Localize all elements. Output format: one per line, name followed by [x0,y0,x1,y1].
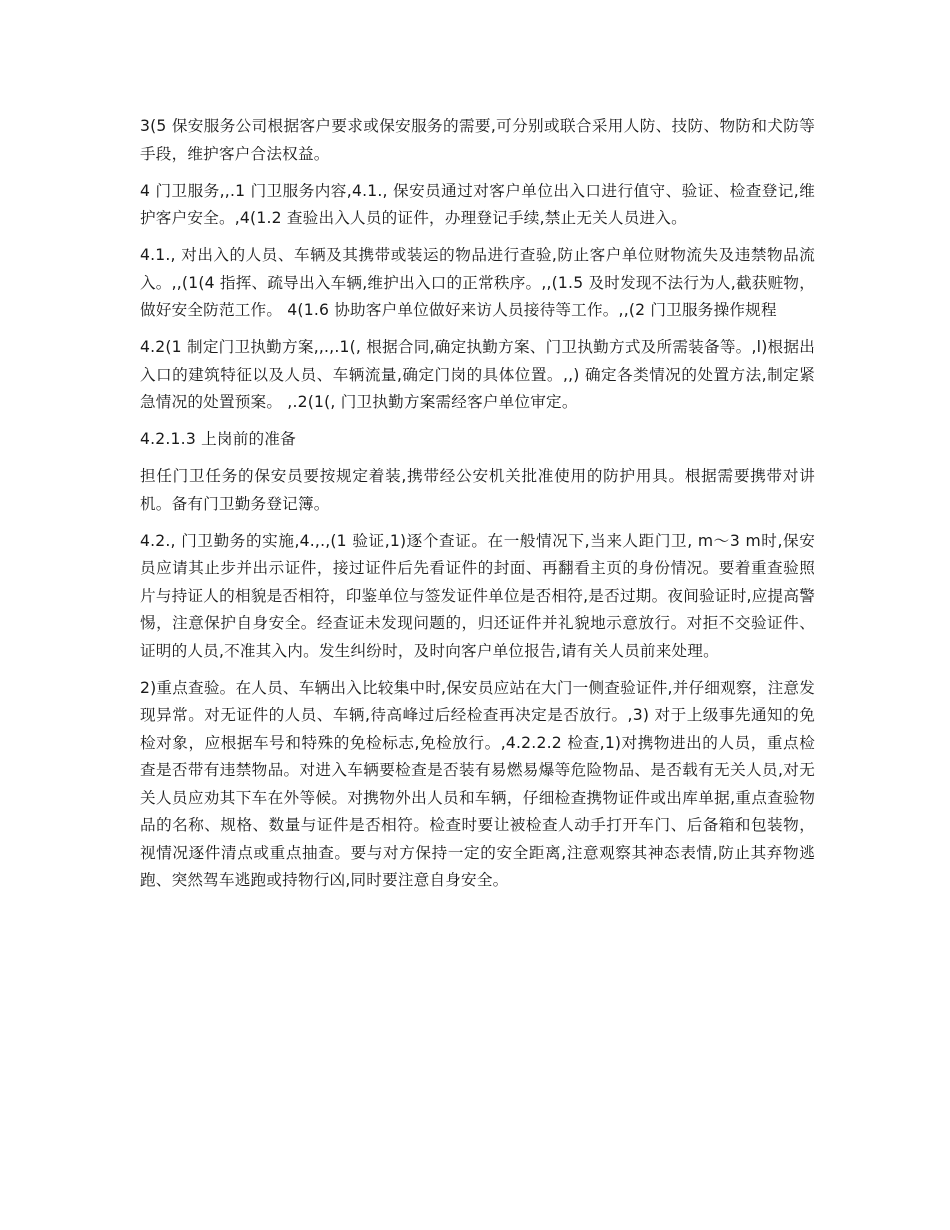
paragraph-key-inspection: 2)重点查验。在人员、车辆出入比较集中时,保安员应站在大门一侧查验证件,并仔细观察，注意发现异常。对无证件的人员、车辆,待高峰过后经检查再决定是否放行。,3) 对于上级事先通知的免检对象，应根据车号和特殊的免检标志,免检放行。,4.2.2.2 检查,1)对携物进出的人员，重点检查是否带有违禁物品。对进入车辆要检查是否装有易燃易爆等危险物品、是否载有无关人员,对无关人员应劝其下车在外等候。对携物外出人员和车辆，仔细检查携物证件或出库单据,重点查验物品的名称、规格、数量与证件是否相符。检查时要让被检查人动手打开车门、后备箱和包装物，视情况逐件清点或重点抽查。要与对方保持一定的安全距离,注意观察其神态表情,防止其弃物逃跑、突然驾车逃跑或持物行凶,同时要注意自身安全。 [140,678,815,889]
paragraph-4-1-inspection: 4.1., 对出入的人员、车辆及其携带或装运的物品进行查验,防止客户单位财物流失及违禁物品流入。,,(1(4 指挥、疏导出入车辆,维护出入口的正常秩序。,,(1.5 及时发现不法行为人,截获赃物，做好安全防范工作。 4(1.6 协助客户单位做好来访人员接待等工作。,,(2 门卫服务操作规程 [140,246,815,319]
paragraph-preparation: 担任门卫任务的保安员要按规定着装,携带经公安机关批准使用的防护用具。根据需要携带对讲机。备有门卫勤务登记簿。 [140,467,815,513]
paragraph-4-2-verification: 4.2., 门卫勤务的实施,4.,.,(1 验证,1)逐个查证。在一般情况下,当来人距门卫, m～3 m时,保安员应请其止步并出示证件，接过证件后先看证件的封面、再翻看主页的身份情况。要着重查验照片与持证人的相貌是否相符，印鉴单位与签发证件单位是否相符,是否过期。夜间验证时,应提高警惕，注意保护自身安全。经查证未发现问题的，归还证件并礼貌地示意放行。对拒不交验证件、证明的人员,不准其入内。发生纠纷时，及时向客户单位报告,请有关人员前来处理。 [140,531,815,660]
paragraph-3-5: 3(5 保安服务公司根据客户要求或保安服务的需要,可分别或联合采用人防、技防、物防和犬防等手段，维护客户合法权益。 [140,117,815,163]
paragraph-4-2-1-duty-plan: 4.2(1 制定门卫执勤方案,,.,.1(, 根据合同,确定执勤方案、门卫执勤方式及所需装备等。,l)根据出入口的建筑特征以及人员、车辆流量,确定门岗的具体位置。,,) 确定各类情况的处置方法,制定紧急情况的处置预案。 ,.2(1(, 门卫执勤方案需经客户单位审定。 [140,338,815,411]
document-body [140,113,815,904]
paragraph-4-gate-service: 4 门卫服务,,.1 门卫服务内容,4.1., 保安员通过对客户单位出入口进行值守、验证、检查登记,维护客户安全。,4(1.2 查验出入人员的证件，办理登记手续,禁止无关人员进入。 [140,181,815,227]
paragraph-4-2-1-3-heading: 4.2.1.3 上岗前的准备 [140,430,296,448]
